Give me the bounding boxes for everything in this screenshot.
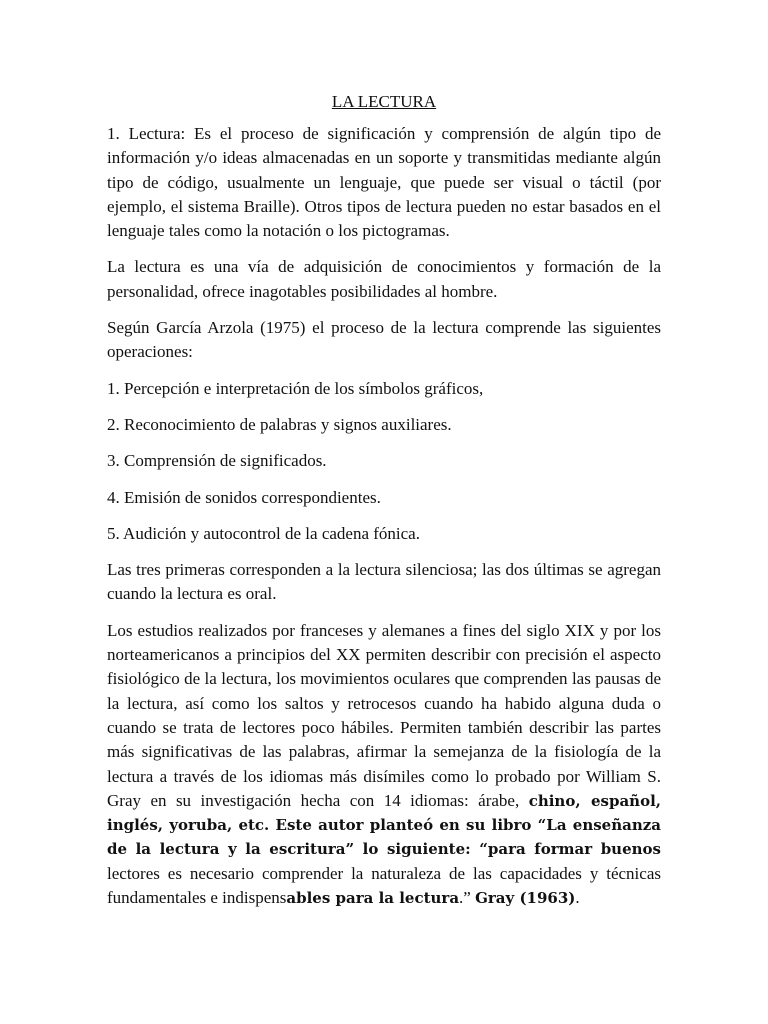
list-item: 1. Percepción e interpretación de los símbolos gráficos, (107, 378, 484, 398)
list-item: 3. Comprensión de significados. (107, 451, 327, 471)
document-title: LA LECTURA (331, 92, 437, 111)
paragraph-studies (107, 619, 661, 911)
list-item: 5. Audición y autocontrol de la cadena fónica. (107, 523, 420, 543)
studies-quote-close: .” (459, 888, 476, 908)
citation-gray: Gray (1963) (475, 889, 576, 908)
document-page (107, 90, 661, 922)
studies-bold-phrase: ables para la lectura (286, 889, 460, 908)
paragraph-operations-intro: Según García Arzola (1975) el proceso de la lectura comprende las siguientes operaciones: (107, 318, 661, 362)
paragraph-silent-oral: Las tres primeras corresponden a la lectura silenciosa; las dos últimas se agregan cuando la lectura es oral. (107, 560, 661, 604)
list-item: 2. Reconocimiento de palabras y signos auxiliares. (107, 414, 452, 434)
studies-text: Los estudios realizados por franceses y alemanes a fines del siglo XIX y por los norteamericanos a principios del XX permiten describir con precisión el aspecto fisiológico de la lectura, los movimientos oculares que comprenden las pausas de la lectura, así como los saltos y retrocesos cuando ha habido alguna duda o cuando se trata de lectores poco hábiles. Permiten también describir las partes más significativas de las palabras, afirmar la semejanza de la fisiología de la lectura a través de los idiomas más disímiles como lo probado por William S. Gray en su investigación hecha con 14 idiomas: árabe, (107, 620, 661, 810)
studies-text-continued: lectores es necesario comprender la naturaleza de las capacidades y técnicas fundamentales e indispens (107, 863, 661, 908)
paragraph-acquisition: La lectura es una vía de adquisición de conocimientos y formación de la personalidad, ofrece inagotables posibilidades al hombre. (107, 257, 661, 301)
paragraph-definition: 1. Lectura: Es el proceso de significación y comprensión de algún tipo de información y/o ideas almacenadas en un soporte y transmitidas mediante algún tipo de código, usualmente un lenguaje, que puede ser visual o táctil (por ejemplo, el sistema Braille). Otros tipos de lectura pueden no estar basados en el lenguaje tales como la notación o los pictogramas. (107, 124, 661, 241)
studies-bold-text: chino, español, inglés, yoruba, etc. Este autor planteó en su libro “La enseñanza de la lectura y la escritura” lo siguiente: “para formar buenos (107, 791, 662, 859)
list-item: 4. Emisión de sonidos correspondientes. (107, 487, 381, 507)
studies-end-period: . (575, 888, 580, 908)
